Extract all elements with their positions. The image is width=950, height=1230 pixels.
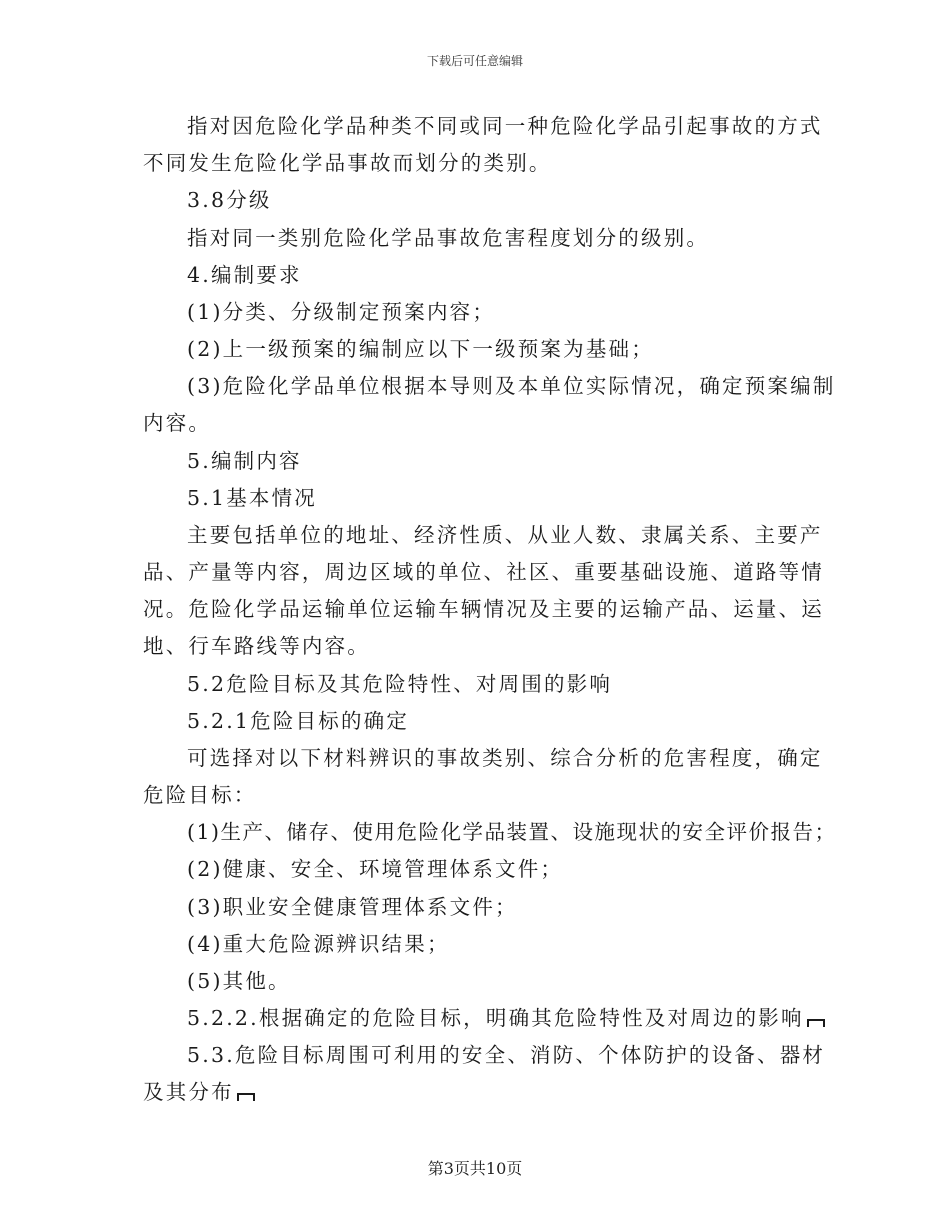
list-item: (1)分类、分级制定预案内容； (187, 300, 496, 324)
paragraph-line: 地、行车路线等内容。 (143, 634, 370, 658)
list-item: (1)生产、储存、使用危险化学品装置、设施现状的安全评价报告； (187, 820, 837, 844)
section-heading: 5.2.1危险目标的确定 (187, 709, 410, 733)
section-heading: 5.1基本情况 (187, 486, 318, 510)
paragraph-line: 不同发生危险化学品事故而划分的类别。 (143, 151, 552, 175)
list-item: (3)职业安全健康管理体系文件； (187, 895, 518, 919)
section-heading: 4.编制要求 (187, 263, 302, 287)
list-item: (3)危险化学品单位根据本导则及本单位实际情况，确定预案编制 (187, 374, 836, 398)
paragraph-line: 况。危险化学品运输单位运输车辆情况及主要的运输产品、运量、运 (143, 597, 824, 621)
paragraph-line: 指对因危险化学品种类不同或同一种危险化学品引起事故的方式 (187, 114, 823, 138)
page-header: 下载后可任意编辑 (426, 54, 523, 68)
paragraph-line: 指对同一类别危险化学品事故危害程度划分的级别。 (187, 226, 710, 250)
line-text: 5.2.2.根据确定的危险目标，明确其危险特性及对周边的影响 (187, 1006, 804, 1030)
list-item: (2)健康、安全、环境管理体系文件； (187, 857, 564, 881)
paragraph-line: 可选择对以下材料辨识的事故类别、综合分析的危害程度，确定 (187, 746, 823, 770)
list-item: (5)其他。 (187, 969, 291, 993)
paragraph-line: 主要包括单位的地址、经济性质、从业人数、隶属关系、主要产 (187, 523, 823, 547)
section-heading: 5.2危险目标及其危险特性、对周围的影响 (187, 672, 613, 696)
paragraph-line: 品、产量等内容，周边区域的单位、社区、重要基础设施、道路等情 (143, 560, 824, 584)
paragraph-line: 内容。 (143, 411, 212, 435)
section-heading: 5.编制内容 (187, 449, 302, 473)
paragraph-line (187, 1008, 825, 1029)
paragraph-line: 5.3.危险目标周围可利用的安全、消防、个体防护的设备、器材 (187, 1043, 826, 1067)
page-footer: 第3页共10页 (427, 1159, 523, 1178)
line-text: 及其分布 (143, 1080, 234, 1104)
list-item: (4)重大危险源辨识结果； (187, 932, 450, 956)
list-item: (2)上一级预案的编制应以下一级预案为基础； (187, 337, 654, 361)
bracket-mark-icon (237, 1093, 255, 1101)
section-heading: 3.8分级 (187, 188, 272, 212)
paragraph-line: 危险目标： (143, 783, 257, 807)
bracket-mark-icon (807, 1019, 825, 1027)
paragraph-line (143, 1082, 255, 1103)
